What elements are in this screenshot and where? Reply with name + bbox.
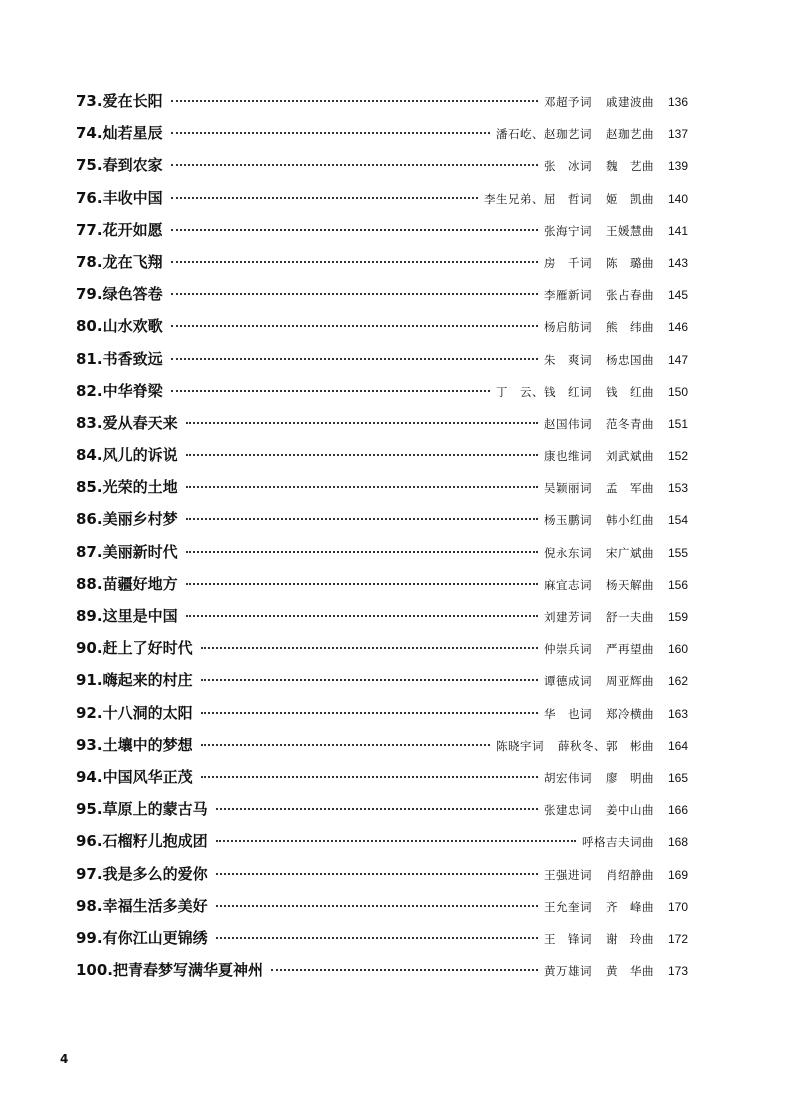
toc-entry-title: [76, 858, 208, 890]
toc-entry-number: 97.: [76, 864, 103, 883]
toc-entry-number: 100.: [76, 961, 114, 980]
composer: 刘武斌曲: [606, 449, 654, 464]
toc-entry-title-text: 爱从春天来: [102, 413, 178, 432]
lyricist: 王 锋词: [544, 931, 592, 946]
composer: 杨天解曲: [606, 577, 654, 592]
toc-entry-page: 136: [667, 95, 688, 109]
composer: 周亚辉曲: [606, 674, 654, 689]
dot-leader: [201, 776, 538, 778]
lyricist: 仲崇兵词: [544, 642, 592, 657]
dot-leader: [171, 164, 538, 166]
toc-entry-page: 152: [667, 449, 688, 464]
dot-leader: [186, 454, 538, 456]
toc-entry-title: [76, 310, 163, 342]
toc-entry[interactable]: [76, 858, 688, 890]
toc-entry-title-text: 中国风华正茂: [102, 767, 193, 786]
lyricist: 丁 云、钱 红词: [496, 384, 592, 399]
composer: 熊 纬曲: [606, 320, 654, 335]
toc-entry-number: 74.: [76, 124, 103, 143]
toc-entry-title-text: 石榴籽儿抱成团: [102, 832, 208, 851]
dot-leader: [216, 873, 538, 875]
toc-entry-title-text: 这里是中国: [102, 607, 178, 625]
toc-entry[interactable]: [76, 793, 688, 825]
toc-entry[interactable]: [76, 825, 688, 857]
toc-entry-title: [76, 375, 163, 407]
lyricist: 张海宁词: [544, 223, 592, 238]
dot-leader: [216, 905, 538, 907]
toc-entry-credits: [544, 440, 654, 472]
toc-entry-number: 81.: [76, 349, 103, 368]
toc-entry-title-text: 风儿的诉说: [102, 446, 178, 465]
toc-entry-title: [76, 439, 178, 471]
composer: 张占春曲: [606, 288, 654, 303]
dot-leader: [186, 422, 538, 424]
toc-entry-title-text: 有你江山更锦绣: [102, 928, 208, 947]
toc-entry-credits: [544, 344, 654, 376]
toc-entry[interactable]: [76, 697, 688, 729]
toc-entry-page: 163: [667, 706, 688, 721]
toc-entry-credits: [496, 376, 654, 408]
toc-entry-title-text: 书香致远: [102, 349, 163, 368]
toc-entry-title: [76, 697, 193, 729]
lyricist: 麻宜志词: [544, 577, 592, 592]
dot-leader: [201, 679, 538, 681]
toc-entry-credits: [544, 859, 654, 891]
toc-entry-title: [76, 278, 163, 310]
composer: 廖 明曲: [606, 770, 654, 785]
composer: 魏 艺曲: [606, 159, 654, 174]
composer: 呼格吉夫词曲: [582, 835, 654, 850]
toc-entry-title-text: 十八洞的太阳: [102, 703, 193, 722]
composer: 钱 红曲: [606, 384, 654, 399]
toc-entry-number: 87.: [76, 542, 103, 561]
toc-entry-page: 154: [667, 513, 688, 528]
toc-entry[interactable]: [76, 890, 688, 922]
toc-entry-page: 145: [667, 288, 688, 303]
dot-leader: [171, 261, 538, 263]
toc-entry-title-text: 美丽新时代: [102, 542, 178, 561]
toc-entry-page: 139: [667, 159, 688, 174]
composer: 王媛慧曲: [606, 223, 654, 238]
composer: 郑冷横曲: [606, 706, 654, 721]
lyricist: 谭德成词: [544, 674, 592, 689]
toc-entry-credits: [544, 601, 654, 633]
toc-entry-title: [76, 922, 208, 954]
composer: 姬 凯曲: [606, 191, 654, 206]
toc-entry-number: 83.: [76, 413, 103, 432]
composer: 戚建波曲: [606, 95, 654, 109]
toc-entry[interactable]: [76, 600, 688, 632]
toc-entry-page: 173: [667, 964, 688, 979]
toc-entry-title: [76, 954, 263, 986]
toc-entry-title: [76, 568, 178, 600]
toc-entry-page: 159: [667, 610, 688, 624]
toc-entry[interactable]: [76, 246, 688, 278]
composer: 黄 华曲: [606, 964, 654, 979]
toc-entry-credits: [496, 730, 654, 762]
toc-entry-number: 91.: [76, 671, 103, 690]
toc-entry-credits: [544, 762, 654, 794]
toc-entry[interactable]: [76, 407, 688, 439]
dot-leader: [171, 358, 538, 360]
dot-leader: [171, 132, 490, 134]
toc-entry[interactable]: [76, 182, 688, 214]
dot-leader: [201, 712, 538, 714]
toc-entry-page: 172: [667, 931, 688, 946]
toc-entry-page: 146: [667, 320, 688, 335]
composer: 薛秋冬、郭 彬曲: [558, 738, 654, 753]
dot-leader: [186, 518, 538, 520]
toc-entry[interactable]: [76, 471, 688, 503]
composer: 范冬青曲: [606, 416, 654, 431]
toc-entry[interactable]: [76, 117, 688, 149]
toc-entry-title: [76, 890, 208, 922]
toc-entry-title-text: 苗疆好地方: [102, 574, 178, 593]
toc-entry-number: 96.: [76, 832, 103, 851]
toc-entry[interactable]: [76, 503, 688, 535]
toc-entry-title-text: 爱在长阳: [102, 92, 163, 110]
toc-entry-title-text: 美丽乡村梦: [102, 510, 178, 529]
toc-entry-number: 88.: [76, 574, 103, 593]
toc-entry[interactable]: [76, 729, 688, 761]
toc-entry-page: 164: [667, 738, 688, 753]
dot-leader: [171, 100, 538, 102]
toc-entry-title: [76, 664, 193, 696]
dot-leader: [186, 551, 538, 553]
toc-entry-credits: [544, 955, 654, 987]
toc-entry-title: [76, 85, 163, 117]
toc-entry-number: 99.: [76, 928, 103, 947]
toc-entry-credits: [544, 472, 654, 504]
toc-entry[interactable]: [76, 343, 688, 375]
toc-entry-title-text: 把青春梦写满华夏神州: [113, 961, 264, 980]
toc-entry-credits: [582, 826, 654, 858]
toc-entry-credits: [484, 183, 654, 215]
toc-entry-title: [76, 793, 208, 825]
toc-entry-credits: [544, 698, 654, 730]
toc-entry-credits: [544, 923, 654, 955]
toc-entry-number: 92.: [76, 703, 103, 722]
toc-entry-credits: [544, 891, 654, 923]
lyricist: 陈晓宇词: [496, 738, 544, 753]
dot-leader: [171, 325, 538, 327]
lyricist: 李生兄弟、屈 哲词: [484, 191, 592, 206]
composer: 孟 军曲: [606, 481, 654, 496]
lyricist: 王强进词: [544, 867, 592, 882]
toc-entry-number: 94.: [76, 767, 103, 786]
composer: 严再望曲: [606, 642, 654, 657]
toc-entry[interactable]: [76, 310, 688, 342]
composer: 姜中山曲: [606, 803, 654, 818]
composer: 杨忠国曲: [606, 352, 654, 367]
toc-entry-title: [76, 214, 163, 246]
dot-leader: [201, 647, 538, 649]
lyricist: 邓超予词: [544, 95, 592, 109]
toc-entry-page: 137: [667, 127, 688, 142]
toc-entry-number: 98.: [76, 896, 103, 915]
lyricist: 华 也词: [544, 706, 592, 721]
lyricist: 杨玉鹏词: [544, 513, 592, 528]
toc-entry-title-text: 中华脊梁: [102, 381, 163, 400]
toc-entry-number: 79.: [76, 285, 103, 304]
toc-entry-number: 85.: [76, 478, 103, 497]
toc-entry-credits: [544, 569, 654, 601]
toc-entry-page: 153: [667, 481, 688, 496]
lyricist: 刘建芳词: [544, 610, 592, 624]
toc-entry[interactable]: [76, 85, 688, 117]
toc-entry-page: 140: [667, 191, 688, 206]
composer: 舒一夫曲: [606, 610, 654, 624]
toc-entry-page: 166: [667, 803, 688, 818]
lyricist: 杨启舫词: [544, 320, 592, 335]
toc-entry-title: [76, 471, 178, 503]
toc-entry-number: 93.: [76, 735, 103, 754]
toc-entry-number: 75.: [76, 156, 103, 175]
composer: 齐 峰曲: [606, 899, 654, 914]
composer: 韩小红曲: [606, 513, 654, 528]
toc-entry-title: [76, 503, 178, 535]
toc-entry-title: [76, 600, 178, 632]
toc-entry-credits: [544, 150, 654, 182]
toc-entry-title: [76, 632, 193, 664]
dot-leader: [171, 229, 538, 231]
toc-entry[interactable]: [76, 761, 688, 793]
lyricist: 房 千词: [544, 255, 592, 270]
lyricist: 胡宏伟词: [544, 770, 592, 785]
dot-leader: [186, 486, 538, 488]
toc-entry-page: 141: [667, 223, 688, 238]
toc-entry-credits: [544, 215, 654, 247]
toc-entry-title-text: 土壤中的梦想: [102, 735, 193, 754]
lyricist: 吴颖丽词: [544, 481, 592, 496]
toc-entry-credits: [544, 794, 654, 826]
composer: 肖绍静曲: [606, 867, 654, 882]
toc-entry-number: 82.: [76, 381, 103, 400]
toc-entry[interactable]: [76, 954, 688, 986]
toc-entry-number: 78.: [76, 252, 103, 271]
toc-entry-page: 150: [667, 384, 688, 399]
toc-entry-number: 77.: [76, 220, 103, 239]
lyricist: 赵国伟词: [544, 416, 592, 431]
toc-entry-page: 156: [667, 577, 688, 592]
toc-entry-page: 155: [667, 545, 688, 560]
table-of-contents: [76, 85, 688, 986]
toc-entry-page: 168: [667, 835, 688, 850]
dot-leader: [201, 744, 490, 746]
lyricist: 康也维词: [544, 449, 592, 464]
composer: 陈 璐曲: [606, 255, 654, 270]
lyricist: 黄万雄词: [544, 964, 592, 979]
toc-entry[interactable]: [76, 922, 688, 954]
toc-entry-title-text: 龙在飞翔: [102, 252, 163, 271]
toc-entry-title-text: 嗨起来的村庄: [102, 671, 193, 690]
toc-entry-title: [76, 825, 208, 857]
toc-entry[interactable]: [76, 439, 688, 471]
toc-entry[interactable]: [76, 214, 688, 246]
toc-entry-title: [76, 182, 163, 214]
lyricist: 潘石屹、赵珈艺词: [496, 127, 592, 142]
toc-entry-page: 165: [667, 770, 688, 785]
toc-entry-number: 84.: [76, 446, 103, 465]
dot-leader: [216, 840, 576, 842]
dot-leader: [216, 808, 538, 810]
toc-entry-title-text: 绿色答卷: [102, 285, 163, 304]
toc-entry-title-text: 山水欢歌: [102, 317, 163, 336]
toc-entry-title-text: 花开如愿: [102, 220, 163, 239]
toc-entry-title: [76, 407, 178, 439]
lyricist: 张建忠词: [544, 803, 592, 818]
composer: 谢 玲曲: [606, 931, 654, 946]
toc-entry-title-text: 幸福生活多美好: [102, 896, 208, 915]
toc-entry-number: 80.: [76, 317, 103, 336]
toc-entry-title: [76, 343, 163, 375]
toc-entry-page: 160: [667, 642, 688, 657]
toc-entry[interactable]: [76, 632, 688, 664]
toc-entry-title-text: 丰收中国: [102, 188, 163, 207]
dot-leader: [216, 937, 538, 939]
toc-entry-title-text: 春到农家: [102, 156, 163, 175]
toc-entry-title-text: 我是多么的爱你: [102, 864, 208, 883]
toc-entry[interactable]: [76, 568, 688, 600]
lyricist: 倪永东词: [544, 545, 592, 560]
toc-entry-number: 76.: [76, 188, 103, 207]
toc-entry[interactable]: [76, 536, 688, 568]
toc-entry-page: 147: [667, 352, 688, 367]
dot-leader: [186, 615, 538, 617]
toc-entry-credits: [496, 118, 654, 150]
lyricist: 朱 爽词: [544, 352, 592, 367]
toc-entry-title-text: 赶上了好时代: [102, 639, 193, 658]
toc-entry-title-text: 灿若星辰: [102, 124, 163, 143]
composer: 宋广斌曲: [606, 545, 654, 560]
lyricist: 李雁新词: [544, 288, 592, 303]
toc-entry-number: 95.: [76, 800, 103, 819]
toc-entry-page: 169: [667, 867, 688, 882]
toc-entry-page: 143: [667, 255, 688, 270]
toc-entry-credits: [544, 504, 654, 536]
lyricist: 张 冰词: [544, 159, 592, 174]
toc-entry-credits: [544, 311, 654, 343]
toc-entry-number: 86.: [76, 510, 103, 529]
toc-entry-number: 89.: [76, 607, 103, 625]
toc-entry-credits: [544, 537, 654, 569]
dot-leader: [171, 197, 478, 199]
toc-entry-credits: [544, 279, 654, 311]
lyricist: 王允奎词: [544, 899, 592, 914]
toc-entry-title: [76, 149, 163, 181]
toc-entry-credits: [544, 408, 654, 440]
toc-entry[interactable]: [76, 375, 688, 407]
toc-entry-credits: [544, 633, 654, 665]
toc-entry[interactable]: [76, 278, 688, 310]
dot-leader: [171, 390, 490, 392]
toc-entry-credits: [544, 665, 654, 697]
toc-entry-title: [76, 117, 163, 149]
dot-leader: [171, 293, 538, 295]
page-number: 4: [60, 1052, 69, 1066]
toc-entry-title: [76, 761, 193, 793]
toc-entry-number: 73.: [76, 92, 103, 110]
toc-entry-number: 90.: [76, 639, 103, 658]
dot-leader: [186, 583, 538, 585]
toc-entry-credits: [544, 247, 654, 279]
toc-entry-title-text: 光荣的土地: [102, 478, 178, 497]
dot-leader: [271, 969, 538, 971]
toc-entry-title: [76, 246, 163, 278]
toc-entry-page: 170: [667, 899, 688, 914]
composer: 赵珈艺曲: [606, 127, 654, 142]
toc-entry[interactable]: [76, 149, 688, 181]
toc-entry[interactable]: [76, 664, 688, 696]
toc-entry-title: [76, 536, 178, 568]
toc-entry-page: 151: [667, 416, 688, 431]
toc-entry-title-text: 草原上的蒙古马: [102, 800, 208, 819]
toc-entry-title: [76, 729, 193, 761]
toc-entry-credits: [544, 86, 654, 118]
toc-entry-page: 162: [667, 674, 688, 689]
